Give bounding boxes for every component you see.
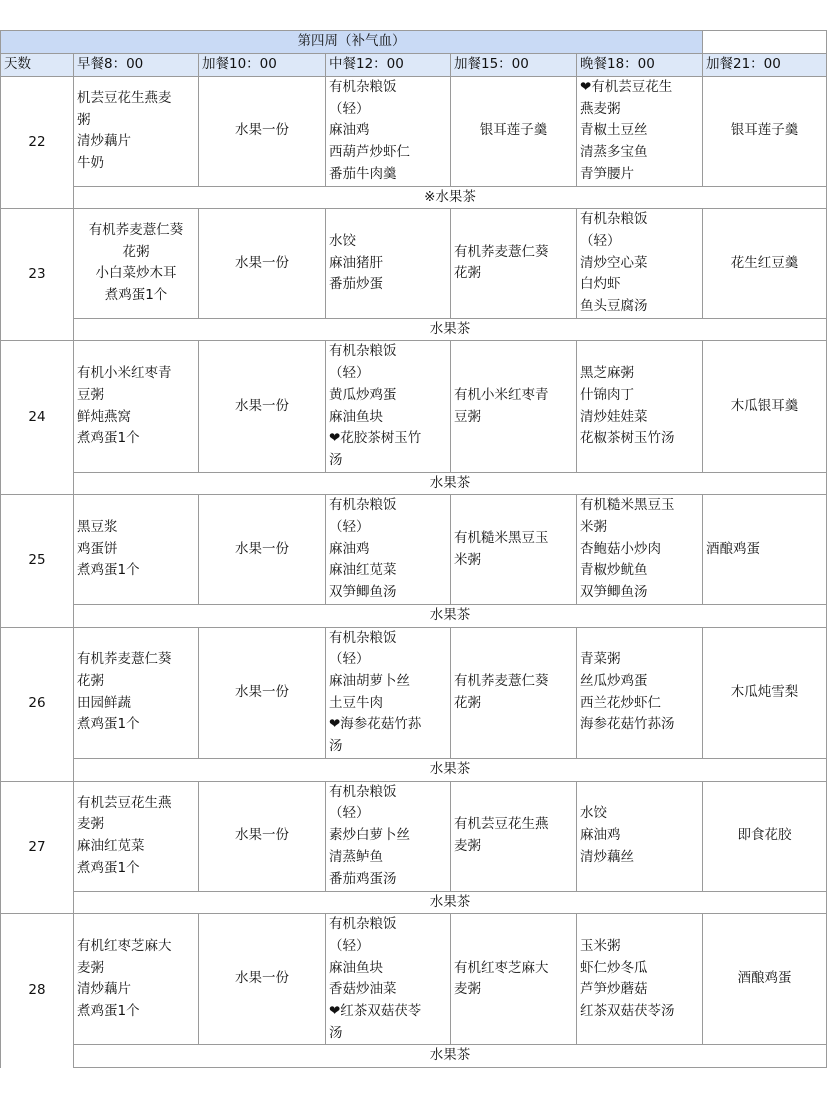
snack-10-cell[interactable] xyxy=(199,495,326,605)
cell-line: 麻油鸡 xyxy=(580,827,621,844)
cell-line: 清蒸多宝鱼 xyxy=(580,144,648,161)
cell-line: 水果一份 xyxy=(235,122,289,139)
tea-row xyxy=(1,891,827,914)
snack-21-cell[interactable] xyxy=(703,781,827,891)
cell-line: 水果一份 xyxy=(235,970,289,987)
cell-line: ❤海参花菇竹荪 xyxy=(329,716,422,733)
fruit-tea-cell[interactable]: ※水果茶 xyxy=(74,186,827,209)
cell-line: 燕麦粥 xyxy=(580,100,621,117)
day-number-cell[interactable]: 22 xyxy=(1,77,74,209)
table-row xyxy=(1,914,827,1045)
cell-line: 清炒空心菜 xyxy=(580,254,648,271)
snack-21-cell[interactable] xyxy=(703,627,827,758)
cell-line: 田园鲜蔬 xyxy=(77,694,131,711)
breakfast-cell[interactable] xyxy=(74,77,199,187)
cell-line: 鲜炖燕窝 xyxy=(77,408,131,425)
cell-line: 双笋鲫鱼汤 xyxy=(580,584,648,601)
cell-line: 木瓜炖雪梨 xyxy=(730,683,799,700)
cell-line: 酒酿鸡蛋 xyxy=(737,970,792,987)
cell-line: 有机红枣芝麻大 xyxy=(454,959,549,976)
fruit-tea-cell[interactable]: 水果茶 xyxy=(74,318,827,341)
cell-line: 汤 xyxy=(329,451,343,468)
cell-line: 花粥 xyxy=(77,672,104,689)
cell-line: 麦粥 xyxy=(454,838,481,854)
cell-line: 清炒藕片 xyxy=(77,133,131,150)
day-number-cell[interactable]: 25 xyxy=(1,495,74,627)
cell-line: 花粥 xyxy=(122,243,150,260)
cell-line: 有机小米红枣青 xyxy=(77,365,172,382)
cell-line: 煮鸡蛋1个 xyxy=(77,716,140,733)
lunch-cell[interactable] xyxy=(326,341,451,472)
dinner-cell[interactable] xyxy=(577,77,703,187)
snack-15-cell[interactable] xyxy=(451,77,577,187)
tea-row xyxy=(1,758,827,781)
tea-row xyxy=(1,186,827,209)
cell-line: 丝瓜炒鸡蛋 xyxy=(580,672,648,689)
cell-line: （轻） xyxy=(329,805,370,822)
tea-row xyxy=(1,472,827,495)
snack-10-cell[interactable] xyxy=(199,914,326,1045)
snack-10-cell[interactable] xyxy=(199,341,326,472)
cell-line: 豆粥 xyxy=(77,386,104,403)
cell-line: 有机杂粮饭 xyxy=(329,916,397,933)
cell-line: 花粥 xyxy=(454,265,481,282)
cell-line: 粥 xyxy=(77,111,91,128)
cell-line: 水饺 xyxy=(329,232,356,249)
cell-line: 豆粥 xyxy=(454,408,481,425)
cell-line: （轻） xyxy=(329,937,370,954)
cell-line: 麻油鱼块 xyxy=(329,408,383,425)
cell-line: 海参花菇竹荪汤 xyxy=(580,716,675,733)
cell-line: （轻） xyxy=(329,651,370,668)
breakfast-cell[interactable] xyxy=(74,495,199,605)
header-day[interactable]: 天数 xyxy=(1,54,74,77)
cell-line: 煮鸡蛋1个 xyxy=(104,287,168,304)
cell-line: 有机荞麦薏仁葵 xyxy=(77,651,172,668)
cell-line: 酒酿鸡蛋 xyxy=(706,540,760,557)
cell-line: 花生红豆羹 xyxy=(730,254,799,271)
dinner-cell[interactable] xyxy=(577,209,703,319)
cell-line: 有机糙米黑豆玉 xyxy=(454,529,549,546)
snack-21-cell[interactable] xyxy=(703,341,827,472)
cell-line: 水果一份 xyxy=(235,397,289,414)
cell-line: 机芸豆花生燕麦 xyxy=(77,89,172,106)
cell-line: 黄瓜炒鸡蛋 xyxy=(329,386,397,403)
header-snack-15[interactable]: 加餐15：00 xyxy=(451,54,577,77)
cell-line: 香菇炒油菜 xyxy=(329,981,397,998)
cell-line: 煮鸡蛋1个 xyxy=(77,1003,140,1020)
cell-line: 有机杂粮饭 xyxy=(329,629,397,646)
cell-line: （轻） xyxy=(329,365,370,382)
cell-line: 麻油红苋菜 xyxy=(77,838,145,854)
cell-line: 有机荞麦薏仁葵 xyxy=(454,672,549,689)
cell-line: 水饺 xyxy=(580,805,607,822)
snack-15-cell[interactable] xyxy=(451,341,577,472)
table-row xyxy=(1,77,827,187)
cell-line: 红茶双菇茯苓汤 xyxy=(580,1003,675,1020)
cell-line: （轻） xyxy=(580,232,621,249)
header-lunch[interactable]: 中餐12：00 xyxy=(326,54,451,77)
cell-line: 银耳莲子羹 xyxy=(479,122,548,139)
cell-line: 煮鸡蛋1个 xyxy=(77,562,140,579)
snack-15-cell[interactable] xyxy=(451,209,577,319)
cell-line: 番茄鸡蛋汤 xyxy=(329,870,397,887)
dinner-cell[interactable] xyxy=(577,914,703,1045)
cell-line: 有机红枣芝麻大 xyxy=(77,937,172,954)
cell-line: 花椒茶树玉竹汤 xyxy=(580,430,675,447)
header-snack-21[interactable]: 加餐21：00 xyxy=(703,54,827,77)
dinner-cell[interactable] xyxy=(577,495,703,605)
breakfast-cell[interactable] xyxy=(74,781,199,891)
cell-line: 麻油鸡 xyxy=(329,540,370,557)
snack-21-cell[interactable] xyxy=(703,77,827,187)
cell-line: 有机芸豆花生燕 xyxy=(77,794,172,811)
fruit-tea-cell[interactable]: 水果茶 xyxy=(74,604,827,627)
cell-line: 玉米粥 xyxy=(580,937,621,954)
table-row xyxy=(1,495,827,605)
table-row xyxy=(1,627,827,758)
cell-line: 清蒸鲈鱼 xyxy=(329,848,383,865)
breakfast-cell[interactable] xyxy=(74,209,199,319)
cell-line: 白灼虾 xyxy=(580,276,621,293)
cell-line: 水果一份 xyxy=(235,683,289,700)
cell-line: 有机荞麦薏仁葵 xyxy=(88,222,184,239)
day-number-cell[interactable]: 23 xyxy=(1,209,74,341)
cell-line: 汤 xyxy=(329,1024,343,1041)
cell-line: 有机杂粮饭 xyxy=(329,497,397,514)
dinner-cell[interactable] xyxy=(577,781,703,891)
fruit-tea-cell[interactable]: 水果茶 xyxy=(74,1045,827,1068)
cell-line: 水果一份 xyxy=(235,540,289,557)
day-number-cell[interactable]: 24 xyxy=(1,341,74,495)
header-row xyxy=(1,54,827,77)
cell-line: 水果一份 xyxy=(235,827,289,844)
title-row xyxy=(1,31,827,54)
lunch-cell[interactable] xyxy=(326,495,451,605)
snack-10-cell[interactable] xyxy=(199,781,326,891)
cell-line: 麻油鸡 xyxy=(329,122,370,139)
cell-line: 黑芝麻粥 xyxy=(580,365,634,382)
cell-line: 木瓜银耳羹 xyxy=(730,397,799,414)
cell-line: 青菜粥 xyxy=(580,651,621,668)
cell-line: 清炒娃娃菜 xyxy=(580,408,648,425)
cell-line: 双笋鲫鱼汤 xyxy=(329,584,397,601)
meal-plan-sheet xyxy=(0,30,827,1068)
cell-line: ❤红茶双菇茯苓 xyxy=(329,1003,422,1020)
day-number-cell[interactable]: 28 xyxy=(1,914,74,1068)
cell-line: 米粥 xyxy=(454,551,481,568)
snack-15-cell[interactable] xyxy=(451,914,577,1045)
cell-line: 清炒藕片 xyxy=(77,981,131,998)
cell-line: ❤有机芸豆花生 xyxy=(580,79,673,95)
day-number-cell[interactable]: 26 xyxy=(1,627,74,781)
cell-line: 有机杂粮饭 xyxy=(329,79,397,95)
cell-line: 什锦肉丁 xyxy=(580,386,634,403)
cell-line: 虾仁炒冬瓜 xyxy=(580,959,648,976)
breakfast-cell[interactable] xyxy=(74,914,199,1045)
cell-line: 麻油鱼块 xyxy=(329,959,383,976)
table-row xyxy=(1,341,827,472)
snack-21-cell[interactable] xyxy=(703,209,827,319)
snack-21-cell[interactable] xyxy=(703,495,827,605)
dinner-cell[interactable] xyxy=(577,341,703,472)
cell-line: 麻油红苋菜 xyxy=(329,562,397,579)
snack-21-cell[interactable] xyxy=(703,914,827,1045)
cell-line: 即食花胶 xyxy=(737,827,792,844)
cell-line: 有机芸豆花生燕 xyxy=(454,816,549,833)
lunch-cell[interactable] xyxy=(326,77,451,187)
header-snack-10[interactable]: 加餐10：00 xyxy=(199,54,326,77)
cell-line: 水果一份 xyxy=(235,254,289,271)
snack-10-cell[interactable] xyxy=(199,627,326,758)
cell-line: 煮鸡蛋1个 xyxy=(77,430,140,447)
cell-line: 清炒藕丝 xyxy=(580,848,634,865)
cell-line: 杏鲍菇小炒肉 xyxy=(580,540,661,557)
fruit-tea-cell[interactable]: 水果茶 xyxy=(74,758,827,781)
breakfast-cell[interactable] xyxy=(74,341,199,472)
cell-line: 麦粥 xyxy=(77,816,104,833)
cell-line: 青椒炒鱿鱼 xyxy=(580,562,648,579)
lunch-cell[interactable] xyxy=(326,781,451,891)
table-body xyxy=(1,31,827,1068)
cell-line: （轻） xyxy=(329,100,370,117)
day-number-cell[interactable]: 27 xyxy=(1,781,74,914)
cell-line: ❤花胶茶树玉竹 xyxy=(329,430,422,447)
cell-line: 汤 xyxy=(329,738,343,755)
cell-line: 青椒土豆丝 xyxy=(580,122,648,139)
cell-line: 土豆牛肉 xyxy=(329,694,383,711)
meal-plan-table xyxy=(0,30,827,1068)
cell-line: 小白菜炒木耳 xyxy=(95,265,177,282)
table-row xyxy=(1,209,827,319)
cell-line: 煮鸡蛋1个 xyxy=(77,859,140,876)
cell-line: 有机杂粮饭 xyxy=(580,211,648,228)
cell-line: 西葫芦炒虾仁 xyxy=(329,144,410,161)
cell-line: 麦粥 xyxy=(77,959,104,976)
snack-15-cell[interactable] xyxy=(451,627,577,758)
cell-line: 西兰花炒虾仁 xyxy=(580,694,661,711)
cell-line: 有机糙米黑豆玉 xyxy=(580,497,675,514)
cell-line: 番茄炒蛋 xyxy=(329,276,383,293)
cell-line: 有机小米红枣青 xyxy=(454,386,549,403)
cell-line: 有机杂粮饭 xyxy=(329,343,397,360)
cell-line: 麻油胡萝卜丝 xyxy=(329,672,410,689)
cell-line: 芦笋炒蘑菇 xyxy=(580,981,648,998)
snack-10-cell[interactable] xyxy=(199,209,326,319)
cell-line: 番茄牛肉羹 xyxy=(329,165,397,182)
cell-line: 有机杂粮饭 xyxy=(329,783,397,800)
fruit-tea-cell[interactable]: 水果茶 xyxy=(74,891,827,914)
tea-row xyxy=(1,1045,827,1068)
cell-line: 麻油猪肝 xyxy=(329,254,383,271)
lunch-cell[interactable] xyxy=(326,914,451,1045)
fruit-tea-cell[interactable]: 水果茶 xyxy=(74,472,827,495)
dinner-cell[interactable] xyxy=(577,627,703,758)
header-breakfast[interactable]: 早餐8：00 xyxy=(74,54,199,77)
cell-line: 黑豆浆 xyxy=(77,519,118,536)
cell-line: 鱼头豆腐汤 xyxy=(580,298,648,315)
week-title[interactable]: 第四周（补气血） xyxy=(1,31,703,54)
title-empty-cell[interactable] xyxy=(703,31,827,54)
lunch-cell[interactable] xyxy=(326,627,451,758)
cell-line: 麦粥 xyxy=(454,981,481,998)
snack-15-cell[interactable] xyxy=(451,495,577,605)
cell-line: 牛奶 xyxy=(77,154,104,171)
cell-line: 银耳莲子羹 xyxy=(730,122,799,139)
lunch-cell[interactable] xyxy=(326,209,451,319)
cell-line: 青笋腰片 xyxy=(580,165,634,182)
cell-line: （轻） xyxy=(329,519,370,536)
tea-row xyxy=(1,318,827,341)
snack-10-cell[interactable] xyxy=(199,77,326,187)
cell-line: 有机荞麦薏仁葵 xyxy=(454,243,549,260)
cell-line: 鸡蛋饼 xyxy=(77,540,118,557)
tea-row xyxy=(1,604,827,627)
cell-line: 米粥 xyxy=(580,519,607,536)
table-row xyxy=(1,781,827,891)
cell-line: 花粥 xyxy=(454,694,481,711)
header-dinner[interactable]: 晚餐18：00 xyxy=(577,54,703,77)
snack-15-cell[interactable] xyxy=(451,781,577,891)
cell-line: 素炒白萝卜丝 xyxy=(329,827,410,844)
breakfast-cell[interactable] xyxy=(74,627,199,758)
